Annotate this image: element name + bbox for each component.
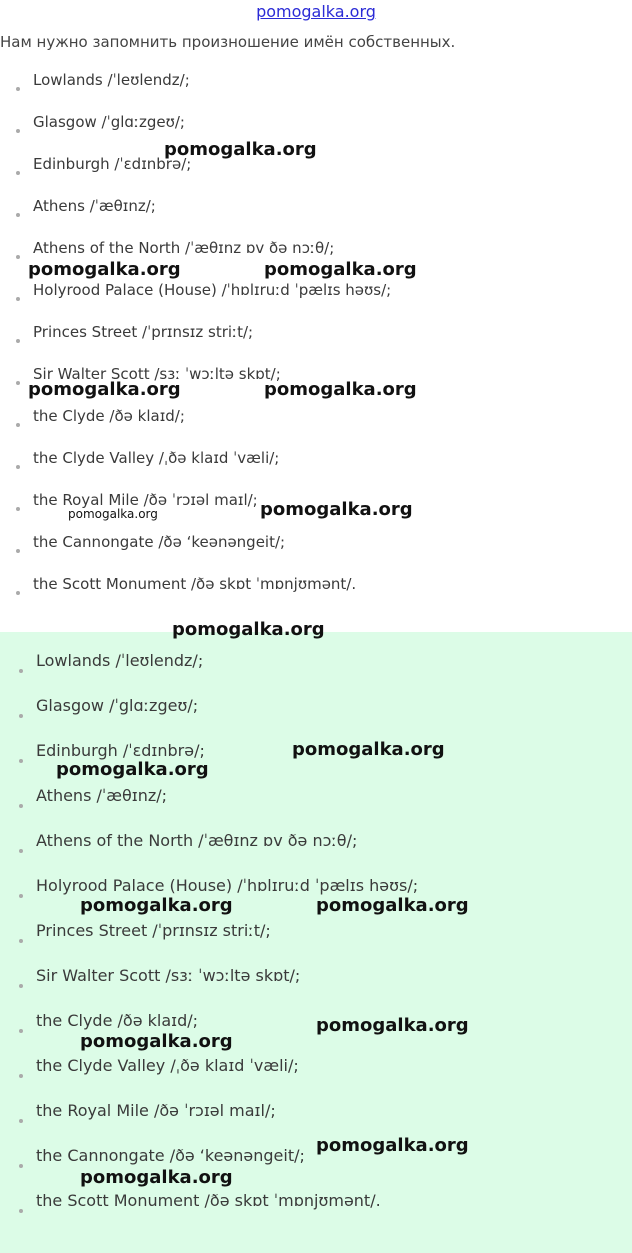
- list-item: the Cannongate /ðə ‘keənəngeit/;: [0, 530, 632, 572]
- site-title-link[interactable]: pomogalka.org: [256, 2, 376, 21]
- watermark-text: pomogalka.org: [292, 739, 445, 760]
- list-item: Sir Walter Scott /sɜː ˈwɔːltə skɒt/;: [0, 362, 632, 404]
- intro-text: Нам нужно запомнить произношение имён собственных.: [0, 33, 456, 51]
- list-item: Athens of the North /ˈæθɪnz ɒv ðə nɔːθ/;: [0, 236, 632, 278]
- list-item: Athens of the North /ˈæθɪnz ɒv ðə nɔːθ/;: [3, 828, 623, 873]
- list-item: Edinburgh /ˈɛdɪnbrə/;: [3, 738, 623, 783]
- pronunciation-list-bottom: [3, 648, 623, 1233]
- list-item: Athens /ˈæθɪnz/;: [3, 783, 623, 828]
- list-item: Glasgow /ˈglɑːzgeʊ/;: [0, 110, 632, 152]
- list-item: Edinburgh /ˈɛdɪnbrə/;: [0, 152, 632, 194]
- list-item: the Royal Mile /ðə ˈrɔɪəl maɪl/;: [0, 488, 632, 530]
- list-item: the Scott Monument /ðə skɒt ˈmɒnjʊmənt/.: [3, 1188, 623, 1233]
- watermark-text: pomogalka.org: [80, 1167, 233, 1188]
- watermark-text: pomogalka.org: [316, 1015, 469, 1036]
- watermark-text: pomogalka.org: [80, 895, 233, 916]
- list-item: Athens /ˈæθɪnz/;: [0, 194, 632, 236]
- answer-block: [0, 632, 632, 1253]
- list-item: the Scott Monument /ðə skɒt ˈmɒnjʊmənt/.: [0, 572, 632, 614]
- watermark-text: pomogalka.org: [28, 259, 181, 280]
- list-item: Holyrood Palace (House) /ˈhɒlɪruːd ˈpælɪs həʊs/;: [0, 278, 632, 320]
- watermark-text: pomogalka.org: [172, 619, 325, 640]
- watermark-text: pomogalka.org: [80, 1031, 233, 1052]
- watermark-text: pomogalka.org: [28, 379, 181, 400]
- watermark-text: pomogalka.org: [264, 379, 417, 400]
- list-item: the Royal Mile /ðə ˈrɔɪəl maɪl/;: [3, 1098, 623, 1143]
- list-item: Princes Street /ˈprɪnsɪz striːt/;: [3, 918, 623, 963]
- list-item: the Clyde Valley /ˌðə klaɪd ˈvæli/;: [0, 446, 632, 488]
- list-item: the Clyde Valley /ˌðə klaɪd ˈvæli/;: [3, 1053, 623, 1098]
- list-item: the Clyde /ðə klaɪd/;: [3, 1008, 623, 1053]
- watermark-text: pomogalka.org: [68, 507, 158, 521]
- list-item: the Clyde /ðə klaɪd/;: [0, 404, 632, 446]
- watermark-text: pomogalka.org: [316, 1135, 469, 1156]
- watermark-text: pomogalka.org: [316, 895, 469, 916]
- list-item: Holyrood Palace (House) /ˈhɒlɪruːd ˈpælɪs həʊs/;: [3, 873, 623, 918]
- list-item: the Cannongate /ðə ‘keənəngeit/;: [3, 1143, 623, 1188]
- list-item: Glasgow /ˈglɑːzgeʊ/;: [3, 693, 623, 738]
- list-item: Lowlands /ˈleʊlendz/;: [0, 68, 632, 110]
- watermark-text: pomogalka.org: [260, 499, 413, 520]
- list-item: Lowlands /ˈleʊlendz/;: [3, 648, 623, 693]
- list-item: Sir Walter Scott /sɜː ˈwɔːltə skɒt/;: [3, 963, 623, 1008]
- watermark-text: pomogalka.org: [56, 759, 209, 780]
- watermark-text: pomogalka.org: [164, 139, 317, 160]
- watermark-text: pomogalka.org: [264, 259, 417, 280]
- list-item: Princes Street /ˈprɪnsɪz striːt/;: [0, 320, 632, 362]
